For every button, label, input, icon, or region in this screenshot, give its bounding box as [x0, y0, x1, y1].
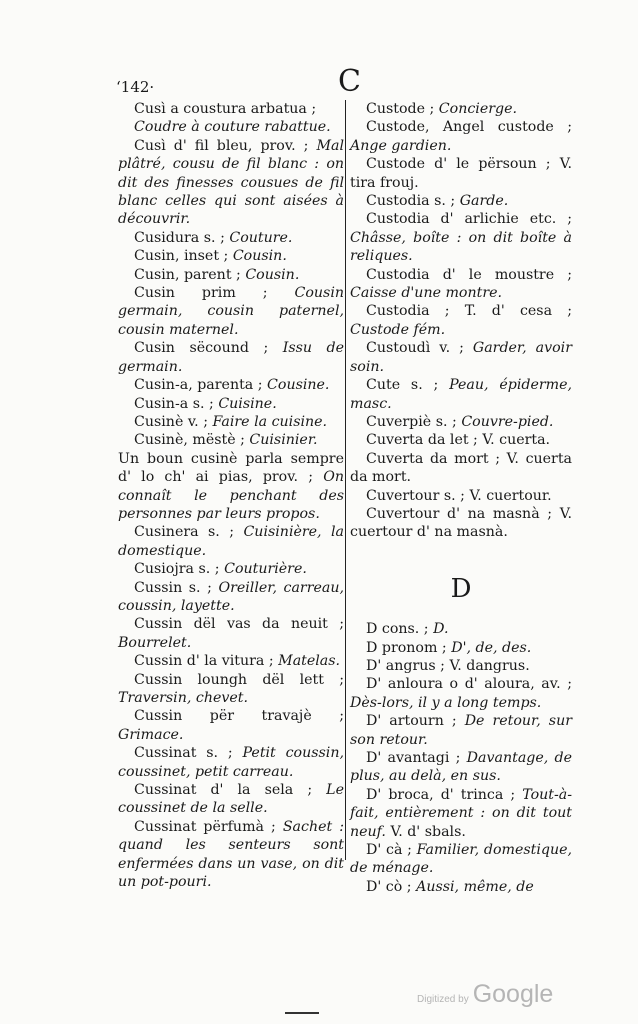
entry-translation: On connaît le penchant des personnes par leurs propos. — [118, 469, 344, 522]
entry-headword: D' anloura o d' aloura, av. ; — [366, 676, 572, 693]
entry-headword: Cusì d' fil bleu, prov. ; — [134, 137, 317, 154]
dictionary-entry — [350, 505, 572, 542]
entry-translation: Coudre à couture rabattue. — [134, 119, 331, 136]
entry-translation: Tout-à-fait, entièrement : on dit tout neuf. — [350, 786, 572, 840]
entry-headword: Cusidura s. ; — [134, 229, 230, 246]
entry-headword: Cuverta da mort ; V. cuerta da mort. — [350, 450, 572, 486]
watermark-small: Digitized by — [417, 994, 469, 1005]
entry-headword: Custoudì v. ; — [366, 340, 473, 357]
entry-headword: D' cò ; — [366, 878, 417, 895]
entry-translation: Garder, avoir soin. — [350, 340, 572, 375]
dictionary-entry — [118, 579, 344, 616]
entry-headword: V. d' sbals. — [385, 823, 466, 840]
entry-translation: Dès-lors, il y a long temps. — [350, 694, 542, 711]
entry-translation: Couture. — [229, 229, 293, 246]
dictionary-entry — [118, 118, 344, 136]
entry-translation: Bourrelet. — [118, 634, 192, 651]
entry-headword: Cusin, parent ; — [134, 266, 246, 283]
header-letter: C — [338, 64, 361, 99]
entry-headword: Un boun cusinè parla sempre d' lo ch' ai pias, prov. ; — [118, 450, 344, 486]
entry-translation: Cousin germain, cousin paternel, cousin maternel. — [118, 285, 344, 338]
entry-headword: Cuvertour d' na masnà ; V. cuertour d' na masnà. — [350, 505, 572, 541]
page-number: ‘142· — [116, 78, 155, 96]
entry-headword: Custode ; — [366, 101, 439, 117]
entry-translation: Caisse d'une montre. — [350, 285, 503, 302]
dictionary-entry — [118, 431, 344, 449]
entry-headword: D' artourn ; — [366, 713, 465, 730]
entry-headword: Cussinat d' la sela ; — [134, 782, 327, 799]
dictionary-entry — [118, 229, 344, 247]
dictionary-entry — [118, 560, 344, 578]
dictionary-entry — [118, 744, 344, 781]
entry-headword: Cusì a coustura arbatua ; — [134, 101, 317, 117]
dictionary-entry — [118, 781, 344, 818]
entry-headword: D' avantagi ; — [366, 750, 467, 766]
entry-translation: Cousine. — [267, 377, 330, 394]
dictionary-entry — [350, 657, 572, 675]
entry-translation: Cuisinière, la domestique. — [118, 524, 344, 559]
dictionary-entry — [118, 247, 344, 265]
dictionary-entry — [350, 639, 572, 657]
dictionary-entry — [118, 413, 344, 431]
dictionary-entry — [118, 523, 344, 560]
entry-translation: Couvre-pied. — [461, 413, 554, 430]
entry-headword: Cussin loungh dël lett ; — [134, 671, 344, 688]
digitized-watermark — [417, 980, 553, 1009]
entry-translation: Peau, épiderme, masc. — [350, 377, 572, 412]
entry-translation: Châsse, boîte : on dit boîte à reliques. — [350, 229, 572, 265]
entry-headword: Cussin dël vas da neuit ; — [134, 616, 344, 633]
google-logo: Google — [472, 980, 554, 1008]
dictionary-entry — [350, 675, 572, 712]
dictionary-entry — [350, 620, 572, 638]
entry-translation: Concierge. — [438, 101, 517, 117]
dictionary-entry — [350, 487, 572, 505]
entry-headword: Cussinat përfumà ; — [134, 818, 283, 835]
entry-headword: Custode, Angel custode ; — [366, 119, 572, 136]
section-letter-d: D — [450, 573, 472, 604]
entry-translation: D. — [433, 621, 449, 638]
right-column — [350, 100, 572, 896]
entry-translation: Issu de germain. — [118, 340, 345, 375]
entry-headword: D pronom ; — [366, 639, 452, 656]
dictionary-entry — [350, 266, 572, 303]
entry-translation: Custode fém. — [350, 321, 446, 338]
dictionary-entry — [118, 671, 344, 708]
dictionary-entry — [350, 841, 572, 878]
entry-headword: D cons. ; — [366, 621, 434, 638]
entry-translation: Mal plâtré, cousu de fil blanc : on dit des finesses cousues de fil blanc celles qui sont aisées à découvrir. — [118, 137, 344, 228]
column-divider — [345, 100, 346, 860]
entry-translation: Cousin. — [232, 248, 287, 265]
dictionary-entry — [350, 155, 572, 192]
entry-translation: Oreiller, carreau, coussin, layette. — [118, 579, 344, 614]
bottom-rule — [285, 1012, 319, 1014]
dictionary-entry — [350, 118, 572, 155]
entry-headword: Cusinera s. ; — [134, 524, 244, 541]
right-c-entries — [350, 100, 572, 542]
dictionary-entry — [350, 749, 572, 786]
dictionary-entry — [350, 192, 572, 210]
dictionary-entry — [350, 339, 572, 376]
entry-headword: Cussin d' la vitura ; — [134, 653, 279, 670]
dictionary-entry — [118, 284, 344, 339]
entry-headword: Custodia s. ; — [366, 193, 460, 210]
dictionary-entry — [118, 818, 344, 892]
entry-translation: Sachet : quand les senteurs sont enfermées dans un vase, on dit un pot-pouri. — [118, 818, 344, 891]
dictionary-entry — [118, 615, 344, 652]
entry-headword: Cusin sëcound ; — [134, 340, 283, 357]
entry-headword: Cussinat s. ; — [134, 745, 243, 762]
entry-headword: D' broca, d' trinca ; — [366, 786, 523, 803]
entry-headword: Custodia ; T. d' cesa ; — [366, 303, 572, 320]
entry-translation: Traversin, chevet. — [118, 690, 248, 706]
entry-translation: Grimace. — [118, 726, 184, 743]
dictionary-entry — [118, 137, 344, 229]
dictionary-entry — [350, 100, 572, 118]
dictionary-entry — [350, 210, 572, 265]
dictionary-entry — [118, 707, 344, 744]
dictionary-entry — [350, 878, 572, 896]
entry-translation: Matelas. — [278, 653, 341, 670]
dictionary-entry — [118, 652, 344, 670]
entry-translation: Davantage, de plus, au delà, en sus. — [350, 750, 572, 785]
entry-translation: Faire la cuisine. — [212, 413, 328, 430]
entry-translation: Couturière. — [224, 561, 307, 578]
dictionary-entry — [350, 413, 572, 431]
entry-headword: Custode d' le përsoun ; V. tira frouj. — [350, 156, 572, 191]
entry-headword: Custodia d' le moustre ; — [366, 266, 572, 283]
entry-headword: Cussin s. ; — [134, 579, 219, 596]
entry-headword: Cusin-a, parenta ; — [134, 377, 268, 394]
entry-headword: Cusinè, mëstè ; — [134, 432, 250, 449]
entry-translation: Aussi, même, de — [416, 878, 534, 895]
entry-headword: D' angrus ; V. dangrus. — [366, 657, 530, 674]
entry-translation: Familier, domestique, de ménage. — [350, 842, 572, 877]
entry-translation: De retour, sur son retour. — [350, 713, 573, 748]
entry-translation: D', de, des. — [451, 639, 532, 656]
entry-translation: Petit coussin, coussinet, petit carreau. — [118, 745, 344, 780]
entry-headword: Cute s. ; — [366, 377, 450, 394]
entry-translation: Ange gardien. — [350, 137, 452, 154]
entry-headword: Cuvertour s. ; V. cuertour. — [366, 487, 552, 504]
dictionary-entry — [350, 786, 572, 841]
entry-translation: Le coussinet de la selle. — [118, 782, 344, 817]
dictionary-entry — [118, 100, 344, 118]
dictionary-entry — [350, 376, 572, 413]
entry-translation: Cuisine. — [218, 395, 277, 412]
dictionary-entry — [118, 266, 344, 284]
entry-headword: Cussin për travajè ; — [134, 708, 344, 725]
left-column — [118, 100, 344, 891]
dictionary-entry — [350, 712, 572, 749]
dictionary-entry — [118, 376, 344, 394]
dictionary-entry — [350, 431, 572, 449]
dictionary-entry — [350, 450, 572, 487]
entry-headword: Custodia d' arlichie etc. ; — [366, 211, 572, 228]
entry-translation: Cuisinier. — [249, 432, 318, 449]
entry-headword: D' cà ; — [366, 842, 417, 859]
entry-translation: Cousin. — [245, 266, 300, 283]
entry-translation: Garde. — [459, 193, 509, 210]
dictionary-entry — [350, 302, 572, 339]
dictionary-entry — [118, 339, 344, 376]
entry-headword: Cusiojra s. ; — [134, 561, 225, 578]
dictionary-entry — [118, 395, 344, 413]
page-number-value: 142 — [120, 78, 150, 96]
entry-headword: Cusin prim ; — [134, 285, 295, 302]
dictionary-entry — [118, 450, 344, 524]
entry-headword: Cusin, inset ; — [134, 248, 233, 265]
entry-headword: Cusinè v. ; — [134, 413, 213, 430]
right-d-entries — [350, 620, 572, 896]
entry-headword: Cuverpiè s. ; — [366, 413, 462, 430]
entry-headword: Cuverta da let ; V. cuerta. — [366, 432, 551, 449]
entry-headword: Cusin-a s. ; — [134, 395, 219, 412]
